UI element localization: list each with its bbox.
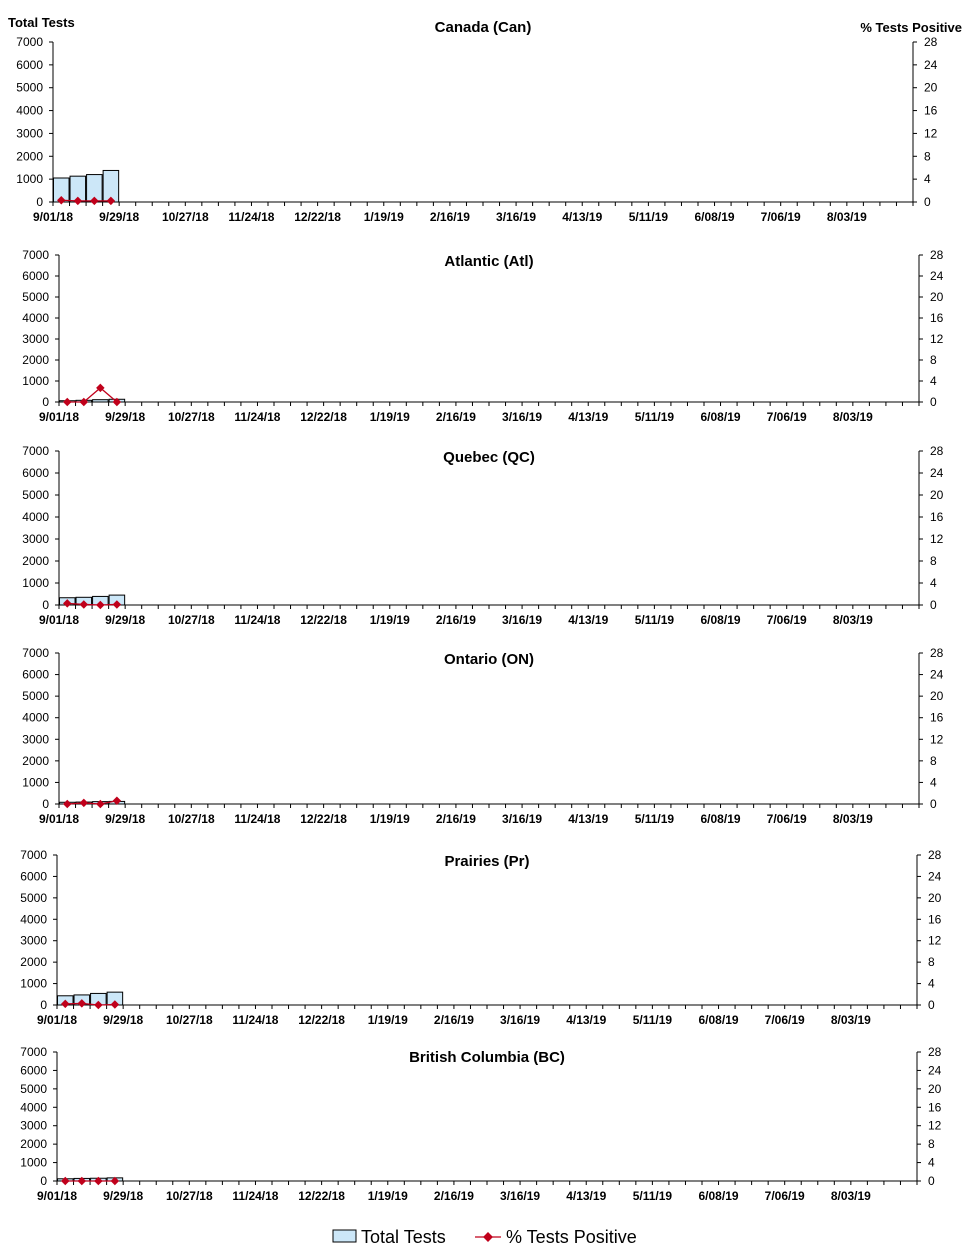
x-tick-label: 3/16/19	[500, 1189, 541, 1203]
y-right-tick-label: 24	[928, 869, 942, 884]
percent-positive-point	[63, 398, 71, 406]
x-tick-label: 7/06/19	[766, 613, 807, 627]
y-left-tick-label: 1000	[22, 775, 49, 790]
x-tick-label: 10/27/18	[161, 210, 209, 224]
y-left-tick-label: 0	[42, 395, 49, 409]
chart-panels	[16, 19, 943, 1203]
y-right-tick-label: 16	[930, 710, 944, 725]
chart-1	[22, 248, 943, 424]
y-left-tick-label: 2000	[22, 353, 49, 367]
y-right-tick-label: 24	[930, 466, 944, 480]
y-left-tick-label: 2000	[20, 955, 47, 970]
legend-line-label: % Tests Positive	[506, 1227, 637, 1247]
legend-line-marker	[483, 1232, 493, 1242]
y-right-tick-label: 20	[928, 890, 942, 905]
y-right-tick-label: 16	[930, 510, 944, 524]
y-right-tick-label: 8	[930, 353, 937, 367]
y-right-tick-label: 24	[930, 269, 944, 283]
y-left-tick-label: 6000	[20, 869, 47, 884]
x-tick-label: 8/03/19	[830, 1189, 871, 1203]
y-left-tick-label: 4000	[20, 912, 47, 927]
y-right-tick-label: 0	[930, 395, 937, 409]
y-right-tick-label: 28	[928, 1045, 942, 1059]
y-right-tick-label: 20	[930, 689, 944, 704]
x-tick-label: 3/16/19	[500, 1013, 541, 1027]
y-left-tick-label: 7000	[16, 35, 43, 49]
y-right-tick-label: 0	[928, 998, 935, 1012]
total-tests-bar	[93, 400, 109, 402]
x-tick-label: 9/01/18	[38, 613, 80, 627]
y-right-tick-label: 16	[928, 912, 942, 927]
x-tick-label: 5/11/19	[632, 1189, 673, 1203]
y-right-tick-label: 4	[924, 172, 931, 187]
y-right-tick-label: 24	[928, 1063, 942, 1078]
chart-title: Prairies (Pr)	[444, 853, 530, 870]
y-right-tick-label: 4	[930, 576, 937, 590]
y-right-tick-label: 8	[928, 1137, 935, 1152]
percent-positive-point	[63, 800, 71, 808]
x-tick-label: 10/27/18	[167, 812, 215, 826]
y-left-tick-label: 6000	[20, 1063, 47, 1078]
y-right-tick-label: 4	[928, 1155, 935, 1170]
right-axis-title: % Tests Positive	[860, 20, 962, 35]
y-left-tick-label: 4000	[22, 311, 49, 325]
y-right-tick-label: 8	[930, 554, 937, 568]
x-tick-label: 4/13/19	[566, 1189, 607, 1203]
y-left-tick-label: 1000	[20, 976, 47, 991]
x-tick-label: 6/08/19	[700, 812, 741, 826]
y-right-tick-label: 28	[930, 444, 944, 458]
chart-5	[20, 1045, 941, 1203]
y-left-tick-label: 6000	[22, 667, 49, 682]
percent-positive-line	[61, 200, 111, 201]
y-right-tick-label: 4	[930, 374, 937, 388]
y-right-tick-label: 0	[930, 797, 937, 811]
y-left-tick-label: 0	[42, 797, 49, 811]
x-tick-label: 2/16/19	[435, 410, 476, 424]
x-tick-label: 10/27/18	[167, 613, 215, 627]
x-tick-label: 4/13/19	[568, 410, 609, 424]
x-tick-label: 3/16/19	[496, 210, 537, 224]
y-left-tick-label: 5000	[16, 80, 43, 95]
chart-title: Quebec (QC)	[443, 449, 535, 466]
y-left-tick-label: 2000	[20, 1137, 47, 1152]
x-tick-label: 5/11/19	[634, 812, 675, 826]
x-tick-label: 6/08/19	[700, 613, 741, 627]
left-axis-title: Total Tests	[8, 15, 75, 30]
x-tick-label: 12/22/18	[298, 1189, 345, 1203]
x-tick-label: 12/22/18	[294, 210, 341, 224]
x-tick-label: 2/16/19	[435, 812, 476, 826]
y-right-tick-label: 28	[930, 248, 944, 262]
y-right-tick-label: 12	[928, 933, 942, 948]
x-tick-label: 7/06/19	[766, 410, 807, 424]
y-left-tick-label: 0	[40, 1174, 47, 1188]
chart-0	[16, 19, 937, 224]
y-right-tick-label: 16	[924, 103, 938, 118]
x-tick-label: 12/22/18	[298, 1013, 345, 1027]
x-tick-label: 6/08/19	[700, 410, 741, 424]
chart-title: British Columbia (BC)	[409, 1049, 565, 1066]
y-right-tick-label: 28	[930, 646, 944, 660]
chart-title: Atlantic (Atl)	[444, 253, 534, 270]
y-right-tick-label: 16	[928, 1100, 942, 1115]
x-tick-label: 1/19/19	[363, 210, 404, 224]
x-tick-label: 11/24/18	[234, 812, 281, 826]
x-tick-label: 12/22/18	[300, 613, 347, 627]
x-tick-label: 7/06/19	[760, 210, 801, 224]
y-right-tick-label: 24	[924, 57, 938, 72]
x-tick-label: 2/16/19	[433, 1189, 474, 1203]
y-left-tick-label: 7000	[22, 646, 49, 660]
y-left-tick-label: 0	[36, 195, 43, 209]
y-left-tick-label: 7000	[20, 1045, 47, 1059]
x-tick-label: 5/11/19	[632, 1013, 673, 1027]
percent-positive-point	[80, 799, 88, 807]
legend-bars-label: Total Tests	[361, 1227, 446, 1247]
y-right-tick-label: 12	[924, 126, 938, 141]
y-right-tick-label: 0	[924, 195, 931, 209]
y-left-tick-label: 5000	[22, 689, 49, 704]
x-tick-label: 11/24/18	[234, 613, 281, 627]
y-left-tick-label: 3000	[22, 532, 49, 546]
y-left-tick-label: 7000	[20, 848, 47, 862]
y-left-tick-label: 7000	[22, 248, 49, 262]
x-tick-label: 8/03/19	[826, 210, 867, 224]
y-right-tick-label: 8	[928, 955, 935, 970]
y-left-tick-label: 2000	[22, 753, 49, 768]
chart-3	[22, 646, 943, 826]
legend	[333, 1227, 637, 1247]
x-tick-label: 9/29/18	[105, 812, 146, 826]
y-left-tick-label: 1000	[22, 374, 49, 388]
y-left-tick-label: 1000	[20, 1155, 47, 1170]
y-right-tick-label: 24	[930, 667, 944, 682]
y-left-tick-label: 3000	[16, 126, 43, 141]
x-tick-label: 8/03/19	[832, 812, 873, 826]
y-left-tick-label: 5000	[20, 890, 47, 905]
y-right-tick-label: 12	[930, 732, 944, 747]
x-tick-label: 9/29/18	[105, 410, 146, 424]
x-tick-label: 9/29/18	[99, 210, 140, 224]
x-tick-label: 9/29/18	[105, 613, 146, 627]
x-tick-label: 1/19/19	[369, 812, 410, 826]
x-tick-label: 2/16/19	[435, 613, 476, 627]
x-tick-label: 4/13/19	[568, 812, 609, 826]
y-left-tick-label: 1000	[16, 172, 43, 187]
x-tick-label: 7/06/19	[764, 1013, 805, 1027]
y-left-tick-label: 2000	[16, 149, 43, 164]
y-right-tick-label: 0	[928, 1174, 935, 1188]
x-tick-label: 9/01/18	[32, 210, 74, 224]
y-right-tick-label: 28	[924, 35, 938, 49]
x-tick-label: 10/27/18	[167, 410, 215, 424]
x-tick-label: 4/13/19	[566, 1013, 607, 1027]
x-tick-label: 3/16/19	[502, 812, 543, 826]
y-left-tick-label: 1000	[22, 576, 49, 590]
y-left-tick-label: 2000	[22, 554, 49, 568]
y-right-tick-label: 12	[928, 1118, 942, 1133]
x-tick-label: 7/06/19	[766, 812, 807, 826]
x-tick-label: 9/29/18	[103, 1013, 144, 1027]
chart-title: Canada (Can)	[434, 19, 532, 36]
x-tick-label: 5/11/19	[634, 410, 675, 424]
x-tick-label: 8/03/19	[830, 1013, 871, 1027]
x-tick-label: 4/13/19	[562, 210, 603, 224]
x-tick-label: 8/03/19	[832, 613, 873, 627]
x-tick-label: 1/19/19	[369, 410, 410, 424]
y-right-tick-label: 16	[930, 311, 944, 325]
y-left-tick-label: 6000	[22, 466, 49, 480]
y-right-tick-label: 20	[930, 290, 944, 304]
x-tick-label: 8/03/19	[832, 410, 873, 424]
x-tick-label: 10/27/18	[165, 1189, 213, 1203]
x-tick-label: 6/08/19	[694, 210, 735, 224]
y-left-tick-label: 4000	[16, 103, 43, 118]
x-tick-label: 5/11/19	[628, 210, 669, 224]
x-tick-label: 11/24/18	[228, 210, 275, 224]
chart-4	[20, 848, 941, 1027]
y-left-tick-label: 6000	[16, 57, 43, 72]
y-left-tick-label: 4000	[20, 1100, 47, 1115]
y-right-tick-label: 0	[930, 598, 937, 612]
x-tick-label: 11/24/18	[234, 410, 281, 424]
y-left-tick-label: 3000	[22, 332, 49, 346]
percent-positive-point	[96, 800, 104, 808]
x-tick-label: 12/22/18	[300, 812, 347, 826]
y-left-tick-label: 5000	[22, 488, 49, 502]
y-left-tick-label: 3000	[20, 1118, 47, 1133]
y-right-tick-label: 8	[924, 149, 931, 164]
y-left-tick-label: 3000	[22, 732, 49, 747]
x-tick-label: 7/06/19	[764, 1189, 805, 1203]
legend-bar-swatch	[333, 1230, 356, 1242]
y-right-tick-label: 12	[930, 532, 944, 546]
x-tick-label: 11/24/18	[232, 1013, 279, 1027]
x-tick-label: 11/24/18	[232, 1189, 279, 1203]
y-left-tick-label: 6000	[22, 269, 49, 283]
y-left-tick-label: 0	[42, 598, 49, 612]
x-tick-label: 3/16/19	[502, 410, 543, 424]
x-tick-label: 9/29/18	[103, 1189, 144, 1203]
x-tick-label: 9/01/18	[36, 1189, 78, 1203]
y-left-tick-label: 3000	[20, 933, 47, 948]
x-tick-label: 6/08/19	[698, 1013, 739, 1027]
x-tick-label: 9/01/18	[36, 1013, 78, 1027]
y-left-tick-label: 5000	[20, 1081, 47, 1096]
percent-positive-point	[61, 1177, 69, 1185]
y-right-tick-label: 28	[928, 848, 942, 862]
y-right-tick-label: 20	[930, 488, 944, 502]
chart-2	[22, 444, 943, 627]
x-tick-label: 2/16/19	[433, 1013, 474, 1027]
y-right-tick-label: 12	[930, 332, 944, 346]
x-tick-label: 5/11/19	[634, 613, 675, 627]
x-tick-label: 9/01/18	[38, 812, 80, 826]
y-right-tick-label: 20	[928, 1081, 942, 1096]
y-right-tick-label: 4	[930, 775, 937, 790]
x-tick-label: 12/22/18	[300, 410, 347, 424]
y-left-tick-label: 4000	[22, 510, 49, 524]
x-tick-label: 1/19/19	[369, 613, 410, 627]
y-left-tick-label: 4000	[22, 710, 49, 725]
y-right-tick-label: 8	[930, 753, 937, 768]
y-right-tick-label: 20	[924, 80, 938, 95]
y-left-tick-label: 0	[40, 998, 47, 1012]
x-tick-label: 2/16/19	[429, 210, 470, 224]
x-tick-label: 1/19/19	[367, 1189, 408, 1203]
chart-title: Ontario (ON)	[444, 651, 534, 668]
x-tick-label: 3/16/19	[502, 613, 543, 627]
x-tick-label: 6/08/19	[698, 1189, 739, 1203]
y-left-tick-label: 5000	[22, 290, 49, 304]
x-tick-label: 4/13/19	[568, 613, 609, 627]
y-right-tick-label: 4	[928, 976, 935, 991]
x-tick-label: 9/01/18	[38, 410, 80, 424]
x-tick-label: 10/27/18	[165, 1013, 213, 1027]
y-left-tick-label: 7000	[22, 444, 49, 458]
x-tick-label: 1/19/19	[367, 1013, 408, 1027]
